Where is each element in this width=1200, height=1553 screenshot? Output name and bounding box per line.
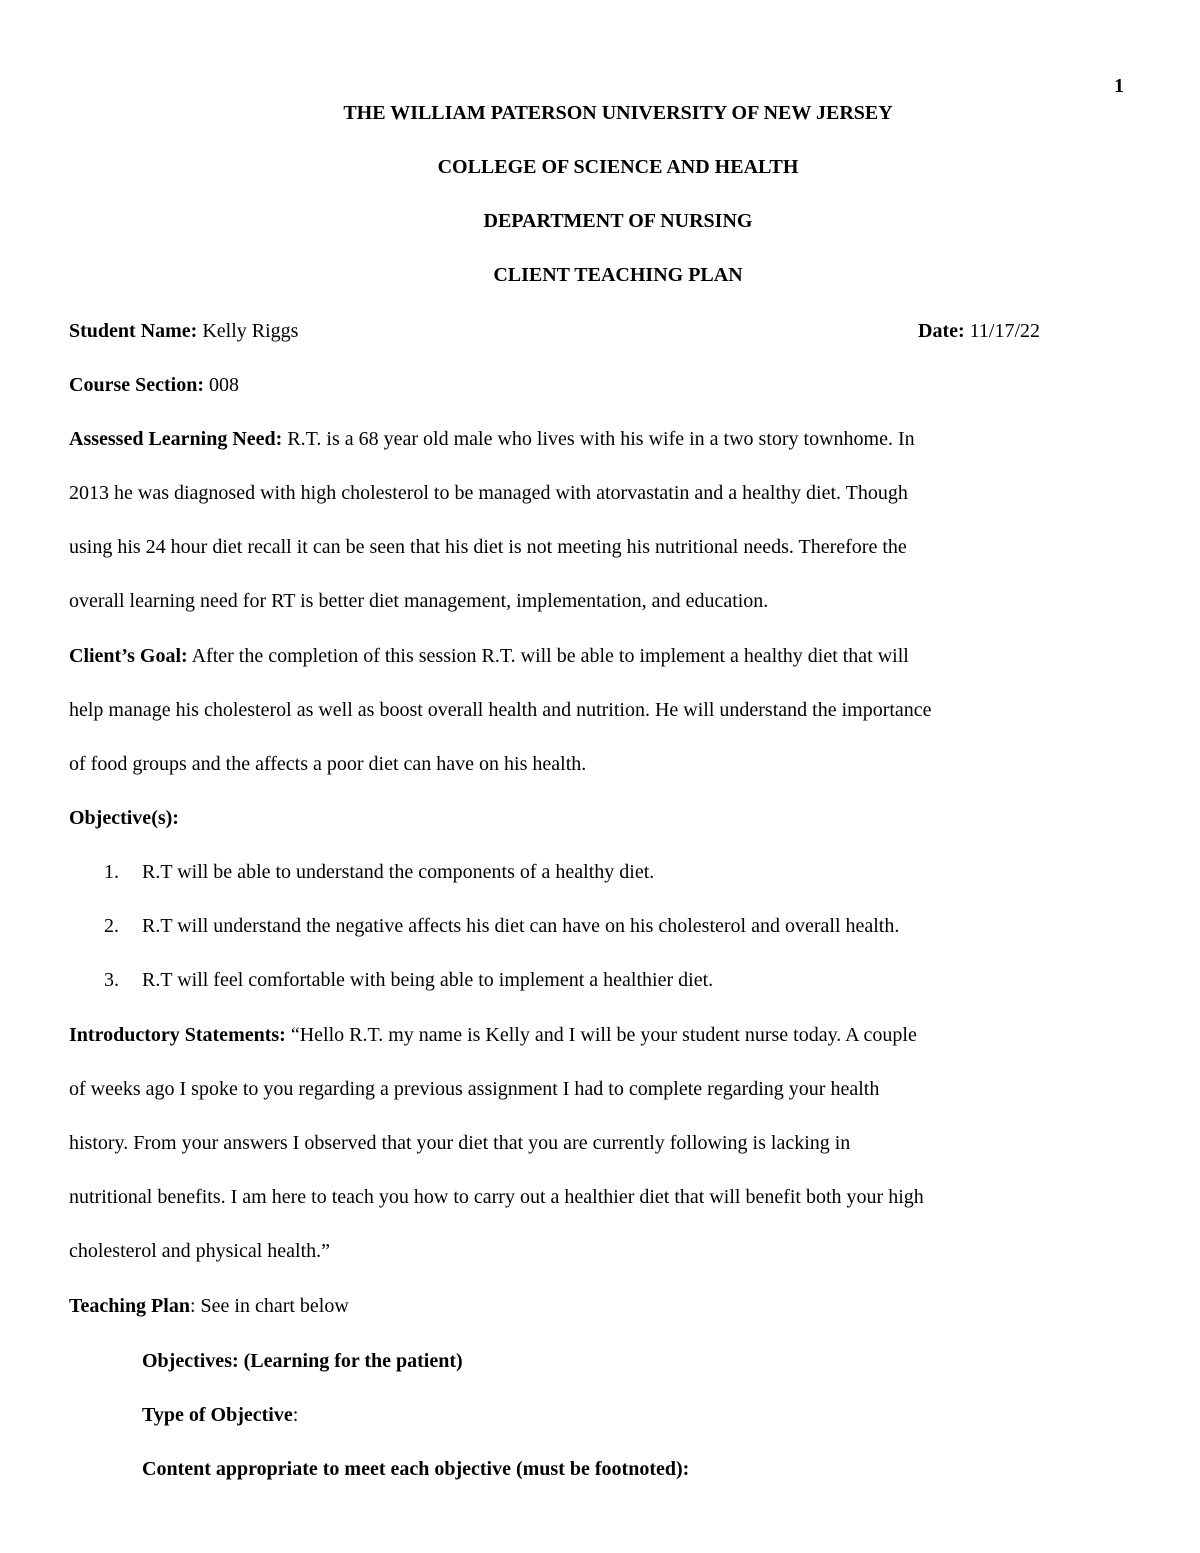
student-name-field (69, 319, 298, 343)
intro-line: nutritional benefits. I am here to teach you how to carry out a healthier diet that will benefit both your high (69, 1186, 924, 1208)
student-name-value: Kelly Riggs (197, 320, 299, 342)
list-item: R.T will be able to understand the components of a healthy diet. (142, 861, 655, 883)
teaching-plan-label: Teaching Plan (69, 1295, 190, 1317)
assessed-need-label: Assessed Learning Need: (69, 428, 283, 450)
plan-type-colon: : (292, 1404, 299, 1426)
intro-text: “Hello R.T. my name is Kelly and I will be your student nurse today. A couple (285, 1024, 917, 1046)
client-goal-line (69, 644, 909, 668)
course-section-field (69, 373, 239, 397)
document-title: CLIENT TEACHING PLAN (493, 264, 743, 286)
intro-line: of weeks ago I spoke to you regarding a previous assignment I had to complete regarding your health (69, 1078, 880, 1100)
list-item: R.T will feel comfortable with being able to implement a healthier diet. (142, 969, 714, 991)
list-item-number: 1. (104, 861, 119, 883)
objectives-label: Objective(s): (69, 807, 179, 829)
assessed-need-text: R.T. is a 68 year old male who lives with his wife in a two story townhome. In (282, 428, 915, 450)
plan-type-label: Type of Objective (142, 1404, 293, 1426)
assessed-need-line: 2013 he was diagnosed with high cholesterol to be managed with atorvastatin and a healthy diet. Though (69, 482, 908, 504)
client-goal-label: Client’s Goal: (69, 645, 188, 667)
student-name-label: Student Name: (69, 320, 198, 342)
department-heading: DEPARTMENT OF NURSING (483, 210, 753, 232)
intro-line: history. From your answers I observed that your diet that you are currently following is lacking in (69, 1132, 851, 1154)
plan-content-label: Content appropriate to meet each objective (must be footnoted): (142, 1458, 690, 1480)
teaching-plan-text: : See in chart below (189, 1295, 349, 1317)
client-goal-line: of food groups and the affects a poor diet can have on his health. (69, 753, 587, 775)
intro-line: cholesterol and physical health.” (69, 1240, 331, 1262)
teaching-plan-line (69, 1294, 349, 1318)
page-number: 1 (1114, 75, 1124, 97)
list-item: R.T will understand the negative affects his diet can have on his cholesterol and overall health. (142, 915, 900, 937)
course-section-value: 008 (203, 374, 239, 396)
intro-line (69, 1023, 917, 1047)
date-label: Date: (918, 320, 965, 342)
plan-objectives-label: Objectives: (Learning for the patient) (142, 1350, 463, 1372)
plan-type-line (142, 1403, 298, 1427)
client-goal-line: help manage his cholesterol as well as boost overall health and nutrition. He will understand the importance (69, 699, 932, 721)
date-field (918, 319, 1040, 343)
assessed-need-line: using his 24 hour diet recall it can be seen that his diet is not meeting his nutritional needs. Therefore the (69, 536, 907, 558)
college-heading: COLLEGE OF SCIENCE AND HEALTH (437, 156, 799, 178)
client-goal-text: After the completion of this session R.T. will be able to implement a healthy diet that will (187, 645, 909, 667)
intro-label: Introductory Statements: (69, 1024, 286, 1046)
date-value: 11/17/22 (964, 320, 1041, 342)
assessed-need-line (69, 427, 915, 451)
list-item-number: 2. (104, 915, 119, 937)
list-item-number: 3. (104, 969, 119, 991)
university-heading: THE WILLIAM PATERSON UNIVERSITY OF NEW JERSEY (343, 102, 893, 124)
assessed-need-line: overall learning need for RT is better diet management, implementation, and education. (69, 590, 769, 612)
course-section-label: Course Section: (69, 374, 204, 396)
